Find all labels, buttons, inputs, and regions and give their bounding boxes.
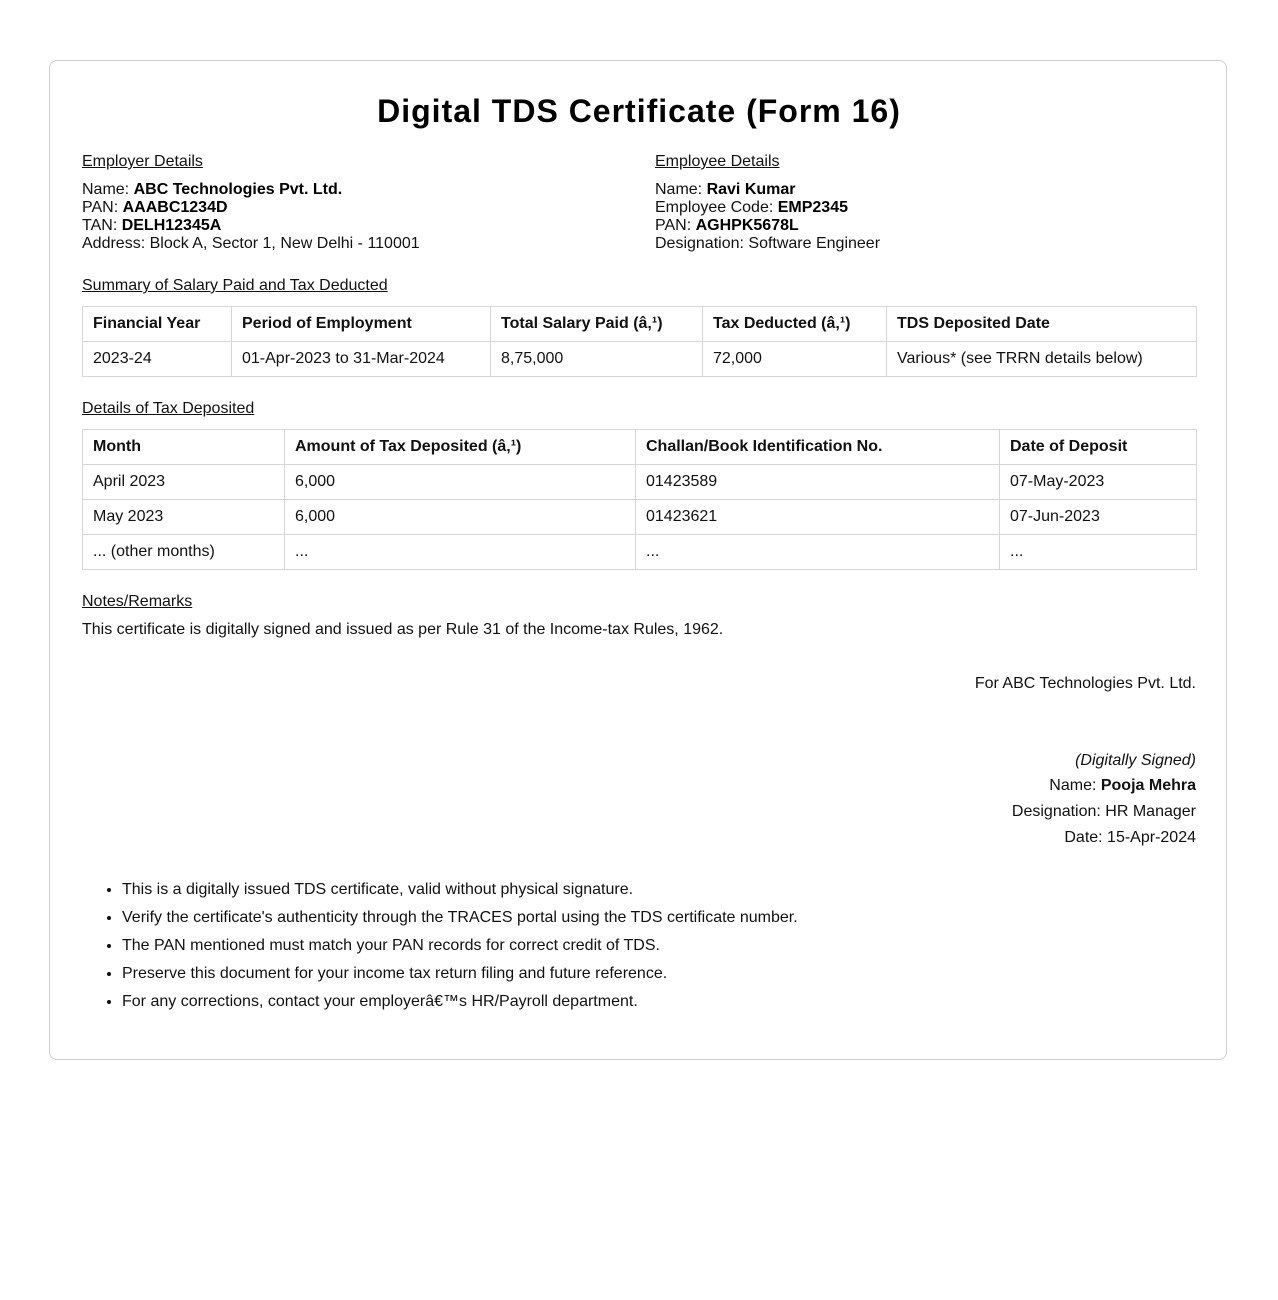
- deposit-amount: ...: [285, 535, 636, 570]
- employee-code-line: [655, 199, 1195, 217]
- deposit-date: ...: [1000, 535, 1197, 570]
- employer-heading: Employer Details: [82, 153, 203, 170]
- summary-table: [82, 306, 1197, 377]
- deposit-challan: 01423589: [636, 465, 1000, 500]
- notes-heading: Notes/Remarks: [82, 593, 193, 610]
- signatory-name-line: [596, 777, 1196, 795]
- employer-name-label: Name:: [82, 181, 134, 198]
- summary-deposited-date: Various* (see TRRN details below): [887, 342, 1197, 377]
- employer-tan-line: [82, 217, 622, 235]
- deposits-col-month: Month: [83, 430, 285, 465]
- summary-tax-deducted: 72,000: [703, 342, 887, 377]
- list-item: • The PAN mentioned must match your PAN records for correct credit of TDS.: [122, 937, 798, 955]
- table-row: [83, 342, 1197, 377]
- employee-details: [655, 153, 1195, 253]
- signature-date: Date: 15-Apr-2024: [1064, 829, 1196, 846]
- list-item: • Verify the certificate's authenticity through the TRACES portal using the TDS certificate number.: [122, 909, 798, 927]
- summary-period: 01-Apr-2023 to 31-Mar-2024: [232, 342, 491, 377]
- employer-address: Address: Block A, Sector 1, New Delhi - 110001: [82, 235, 420, 252]
- summary-header-row: [83, 307, 1197, 342]
- table-row: [83, 500, 1197, 535]
- summary-heading: Summary of Salary Paid and Tax Deducted: [82, 277, 388, 294]
- employee-name: Ravi Kumar: [706, 181, 796, 198]
- employer-pan-line: [82, 199, 622, 217]
- deposit-challan: ...: [636, 535, 1000, 570]
- employee-heading: Employee Details: [655, 153, 780, 170]
- signatory-name: Pooja Mehra: [1100, 777, 1196, 794]
- employer-name: ABC Technologies Pvt. Ltd.: [133, 181, 343, 198]
- deposit-date: 07-Jun-2023: [1000, 500, 1197, 535]
- certificate-card: [49, 60, 1227, 1060]
- employer-pan: AAABC1234D: [122, 199, 228, 216]
- summary-col-tax-deducted: Tax Deducted (â‚¹): [703, 307, 887, 342]
- employer-pan-label: PAN:: [82, 199, 123, 216]
- employer-details: [82, 153, 622, 253]
- deposit-amount: 6,000: [285, 500, 636, 535]
- deposits-col-challan: Challan/Book Identification No.: [636, 430, 1000, 465]
- employee-pan-label: PAN:: [655, 217, 696, 234]
- summary-total-salary: 8,75,000: [491, 342, 703, 377]
- deposits-table: [82, 429, 1197, 570]
- signatory-designation: Designation: HR Manager: [1011, 803, 1196, 820]
- summary-col-deposited-date: TDS Deposited Date: [887, 307, 1197, 342]
- employee-designation: Designation: Software Engineer: [655, 235, 881, 252]
- table-row: [83, 465, 1197, 500]
- deposit-month: ... (other months): [83, 535, 285, 570]
- notes-text: This certificate is digitally signed and issued as per Rule 31 of the Income-tax Rules, 1962.: [82, 621, 724, 638]
- deposit-date: 07-May-2023: [1000, 465, 1197, 500]
- deposits-col-amount: Amount of Tax Deposited (â‚¹): [285, 430, 636, 465]
- summary-financial-year: 2023-24: [83, 342, 232, 377]
- table-row: [83, 535, 1197, 570]
- signature-for-line: For ABC Technologies Pvt. Ltd.: [974, 675, 1196, 692]
- summary-col-financial-year: Financial Year: [83, 307, 232, 342]
- summary-col-total-salary: Total Salary Paid (â‚¹): [491, 307, 703, 342]
- employer-tan: DELH12345A: [121, 217, 222, 234]
- deposits-col-date: Date of Deposit: [1000, 430, 1197, 465]
- employee-code-label: Employee Code:: [655, 199, 778, 216]
- deposits-header-row: [83, 430, 1197, 465]
- list-item: • Preserve this document for your income tax return filing and future reference.: [122, 965, 798, 983]
- deposit-month: May 2023: [83, 500, 285, 535]
- deposit-challan: 01423621: [636, 500, 1000, 535]
- employee-code: EMP2345: [777, 199, 848, 216]
- employee-pan-line: [655, 217, 1195, 235]
- signature-status: (Digitally Signed): [1075, 752, 1196, 769]
- deposit-month: April 2023: [83, 465, 285, 500]
- employee-name-label: Name:: [655, 181, 707, 198]
- disclaimer-list: [90, 881, 798, 1021]
- summary-col-period: Period of Employment: [232, 307, 491, 342]
- page-title: Digital TDS Certificate (Form 16): [377, 93, 901, 129]
- employee-pan: AGHPK5678L: [695, 217, 799, 234]
- deposits-heading: Details of Tax Deposited: [82, 400, 255, 417]
- list-item: • This is a digitally issued TDS certificate, valid without physical signature.: [122, 881, 798, 899]
- signatory-name-label: Name:: [1049, 777, 1101, 794]
- deposit-amount: 6,000: [285, 465, 636, 500]
- employee-name-line: [655, 181, 1195, 199]
- employer-tan-label: TAN:: [82, 217, 122, 234]
- list-item: • For any corrections, contact your employerâ€™s HR/Payroll department.: [122, 993, 798, 1011]
- employer-name-line: [82, 181, 622, 199]
